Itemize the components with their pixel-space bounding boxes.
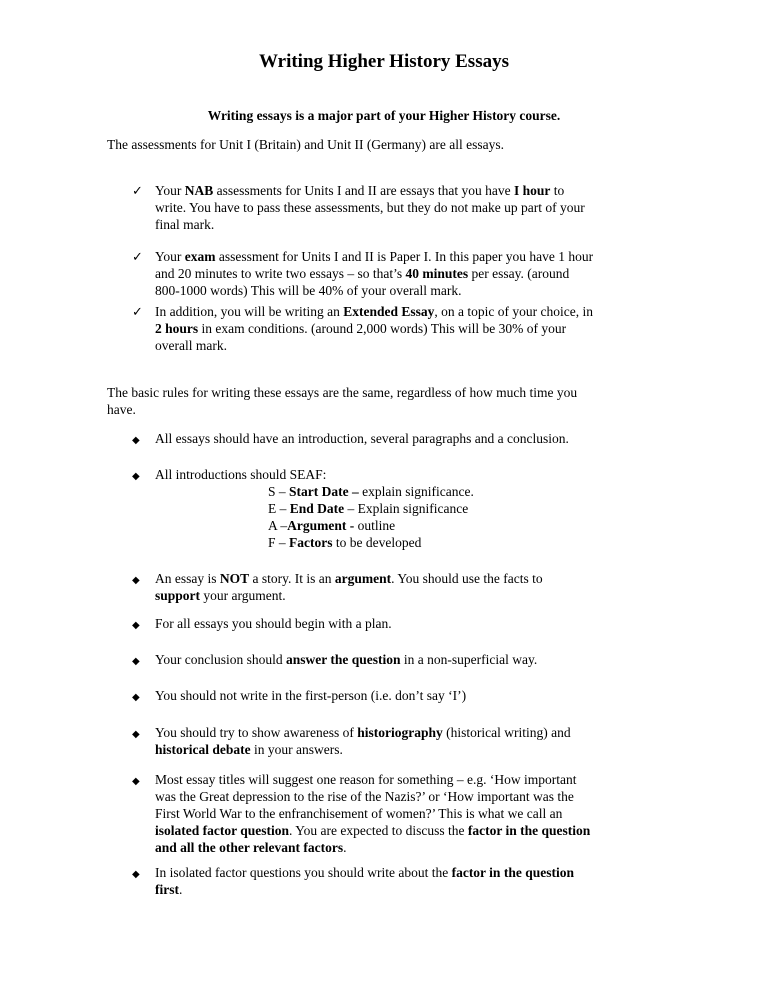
document-page: Writing Higher History Essays Writing essays is a major part of your Higher History course. The assessments for Unit I (Britain) and Unit II (Germany) are all essays. ✓ Your NAB assessments for Units I and II are essays that you have I hour to write. You have to pass these assessments, but they do not make up part of your final mark. ✓ Your exam assessment for Units I and II is Paper I. In this paper you have 1 hour and 20 minutes to write two essays – so that’s 40 minutes per essay. (around 800-1000 words) This will be 40% of your overall mark. ✓ In addition, you will be writing an Extended Essay, on a topic of your choice, in 2 hours in exam conditions. (around 2,000 words) This will be 30% of your overall mark. The basic rules for writing these essays are the same, regardless of how much time you have. ◆ All essays should have an introduction, several paragraphs and a conclusion. ◆ All introductions should SEAF: S – Start Date – explain significance. E – End Date – Explain significance A –Argument - outline F – Factors to be developed ◆ An essay is NOT a story. It is an argument. You should use the facts to support your argument. ◆ For all essays you should begin with a plan. ◆ Your conclusion should answer the question in a non-superficial way. ◆ You should not write in the first-person (i.e. don’t say ‘I’) ◆ You should try to show awareness of historiography (historical writing) and historical debate in your answers. ◆ Most essay titles will suggest one reason for something – e.g. ‘How important was the Great depression to the rise of the Nazis?’ or ‘How important was the First World War to the enfranchisement of women?’ This is what we call an isolated factor question. You are expected to discuss the factor in the question and all the other relevant factors. ◆ In isolated factor questions you should write about the factor in the question first. (0, 0, 768, 994)
page-title: Writing Higher History Essays (258, 51, 509, 72)
seaf-end-date: E – End Date – Explain significance (268, 501, 469, 516)
diamond-bullet-icon: ◆ (132, 435, 140, 446)
checkmark-icon: ✓ (132, 304, 143, 319)
diamond-bullet-icon: ◆ (132, 656, 140, 667)
diamond-bullet-icon: ◆ (132, 869, 140, 880)
diamond-bullet-icon: ◆ (132, 575, 140, 586)
seaf-start-date: S – Start Date – explain significance. (268, 484, 474, 499)
checkmark-icon: ✓ (132, 183, 143, 198)
diamond-bullet-icon: ◆ (132, 620, 140, 631)
assessments-intro: The assessments for Unit I (Britain) and Unit II (Germany) are all essays. (107, 137, 505, 152)
seaf-argument: A –Argument - outline (268, 518, 396, 533)
checkmark-icon: ✓ (132, 249, 143, 264)
diamond-bullet-icon: ◆ (132, 692, 140, 703)
page-subtitle: Writing essays is a major part of your Higher History course. (207, 108, 561, 123)
diamond-bullet-icon: ◆ (132, 471, 140, 482)
basic-rules-intro: The basic rules for writing these essays are the same, regardless of how much time you have. (107, 385, 578, 417)
seaf-factors: F – Factors to be developed (268, 535, 422, 550)
diamond-bullet-icon: ◆ (132, 776, 140, 787)
diamond-bullet-icon: ◆ (132, 729, 140, 740)
